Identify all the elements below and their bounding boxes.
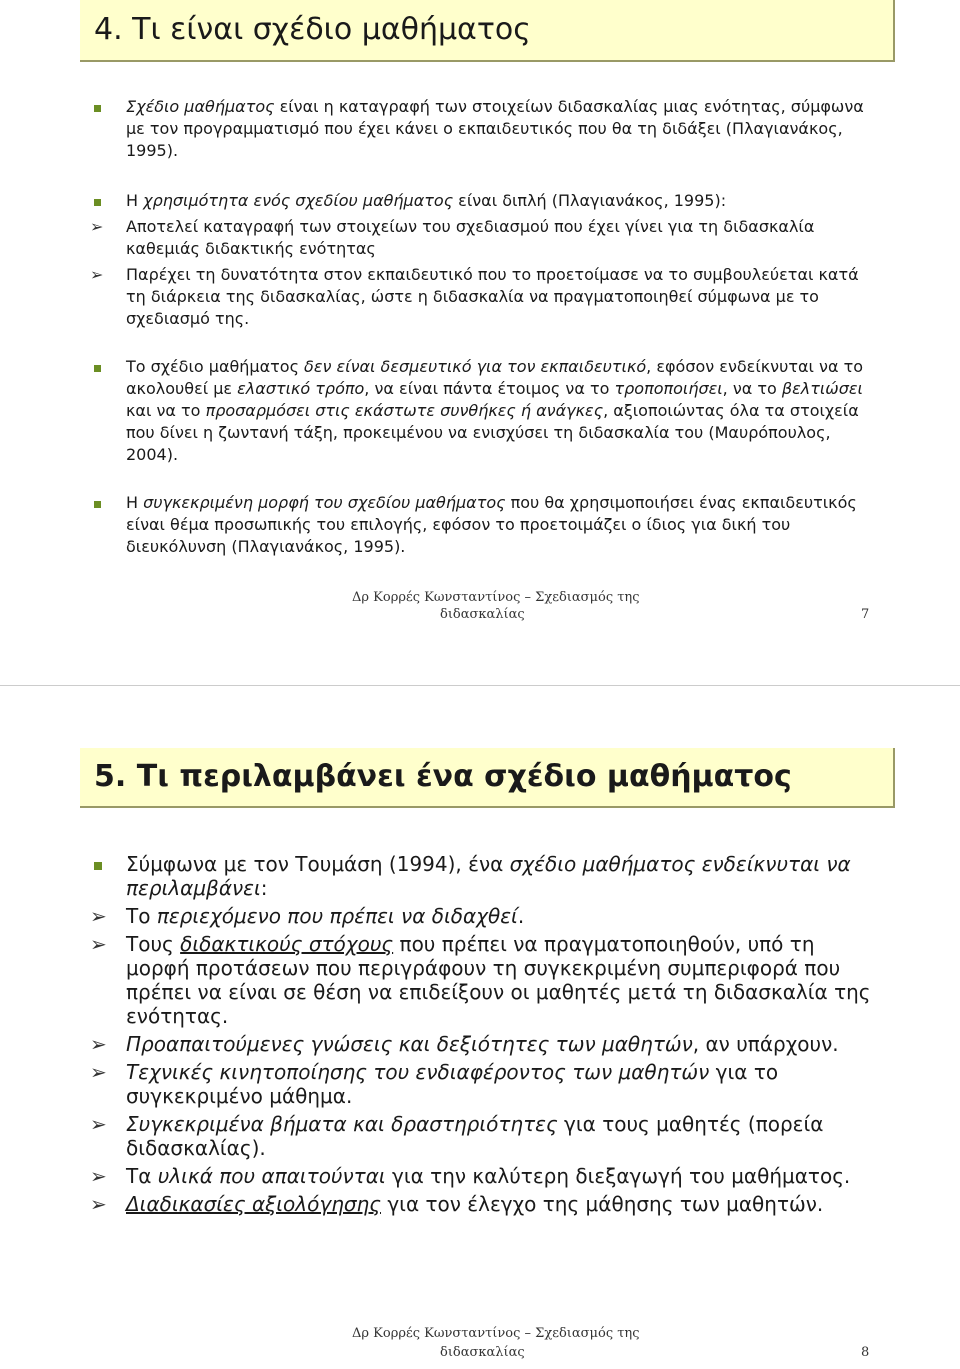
list-item: Σχέδιο μαθήματος είναι η καταγραφή των στοιχείων διδασκαλίας μιας ενότητας, σύμφωνα με τον προγραμματισμό που έχει κάνει ο εκπαιδευτικός που θα τη διδάξει (Πλαγιανάκος, 1995). <box>90 96 880 162</box>
slide-body <box>90 852 880 1216</box>
arrow-bullet-icon: ➢ <box>90 1112 107 1136</box>
footer-author: Δρ Κορρές Κωνσταντίνος – Σχεδιασμός της <box>352 1326 640 1341</box>
sub-item: ➢ Το περιεχόμενο που πρέπει να διδαχθεί. <box>90 904 525 928</box>
arrow-bullet-icon: ➢ <box>90 904 107 928</box>
slide-8 <box>0 690 960 1369</box>
page-number: 7 <box>861 607 870 622</box>
title-label: Τι περιλαμβάνει ένα σχέδιο μαθήματος <box>136 759 792 794</box>
sub-item: ➢ Συγκεκριμένα βήματα και δραστηριότητες για τους μαθητές (πορεία διδασκαλίας). <box>90 1112 824 1160</box>
slide-body <box>90 96 880 558</box>
footer-course: διδασκαλίας <box>440 607 525 622</box>
arrow-bullet-icon: ➢ <box>90 217 104 236</box>
title-label: Τι είναι σχέδιο μαθήματος <box>132 12 531 47</box>
sub-item: ➢ Αποτελεί καταγραφή των στοιχείων του σχεδιασμού που έχει γίνει για τη διδασκαλία καθεμιάς διδακτικής ενότητας <box>90 217 815 258</box>
square-bullet-icon <box>94 199 101 206</box>
arrow-bullet-icon: ➢ <box>90 1032 107 1056</box>
list-item: Η χρησιμότητα ενός σχεδίου μαθήματος είναι διπλή (Πλαγιανάκος, 1995): <box>90 190 880 212</box>
sub-item: ➢ Τα υλικά που απαιτούνται για την καλύτερη διεξαγωγή του μαθήματος. <box>90 1164 851 1188</box>
page-title <box>94 12 531 47</box>
title-bar <box>80 748 895 806</box>
list-item: Η συγκεκριμένη μορφή του σχεδίου μαθήματος που θα χρησιμοποιήσει ένας εκπαιδευτικός είναι θέμα προσωπικής του επιλογής, εφόσον το προετοιμάζει ο ίδιος για δική του διευκόλυνση (Πλαγιανάκος, 1995). <box>90 492 880 558</box>
sub-item: ➢ Παρέχει τη δυνατότητα στον εκπαιδευτικό που το προετοίμασε να το συμβουλεύεται κατά τη διάρκεια της διδασκαλίας, ώστε η διδασκαλία να πραγματοποιηθεί σύμφωνα με το σχεδιασμό της. <box>90 265 859 328</box>
footer-course: διδασκαλίας <box>440 1345 525 1360</box>
title-side-rule <box>893 748 895 808</box>
square-bullet-icon <box>94 501 101 508</box>
square-bullet-icon <box>94 365 101 372</box>
title-underline <box>80 60 895 62</box>
title-side-rule <box>893 0 895 62</box>
sub-item: ➢ Διαδικασίες αξιολόγησης για τον έλεγχο της μάθησης των μαθητών. <box>90 1192 824 1216</box>
square-bullet-icon <box>94 862 102 870</box>
title-bar <box>80 0 895 60</box>
page-title <box>94 759 792 794</box>
arrow-bullet-icon: ➢ <box>90 1164 107 1188</box>
arrow-bullet-icon: ➢ <box>90 1060 107 1084</box>
title-underline <box>80 806 895 808</box>
list-item: Σύμφωνα με τον Τουμάση (1994), ένα σχέδιο μαθήματος ενδείκνυται να περιλαμβάνει: <box>90 852 880 900</box>
square-bullet-icon <box>94 105 101 112</box>
title-number: 4. <box>94 12 123 47</box>
arrow-bullet-icon: ➢ <box>90 265 104 284</box>
arrow-bullet-icon: ➢ <box>90 1192 107 1216</box>
page-number: 8 <box>861 1345 870 1360</box>
sub-item: ➢ Τεχνικές κινητοποίησης του ενδιαφέροντος των μαθητών για το συγκεκριμένο μάθημα. <box>90 1060 779 1108</box>
sub-item: ➢ Προαπαιτούμενες γνώσεις και δεξιότητες των μαθητών, αν υπάρχουν. <box>90 1032 839 1056</box>
list-item: Το σχέδιο μαθήματος δεν είναι δεσμευτικό για τον εκπαιδευτικό, εφόσον ενδείκνυται να το ακολουθεί με ελαστικό τρόπο, να είναι πάντα έτοιμος να το τροποποιήσει, να το βελτιώσει και να το προσαρμόσει στις εκάστωτε συνθήκες ή ανάγκες, αξιοποιώντας όλα τα στοιχεία που δίνει η ζωντανή τάξη, προκειμένου να ενισχύσει τη διδασκαλία του (Μαυρόπουλος, 2004). <box>90 356 880 466</box>
page-divider <box>0 685 960 686</box>
title-number: 5. <box>94 759 127 794</box>
footer-author: Δρ Κορρές Κωνσταντίνος – Σχεδιασμός της <box>352 590 640 605</box>
sub-item: ➢ Τους διδακτικούς στόχους που πρέπει να πραγματοποιηθούν, υπό τη μορφή προτάσεων που περιγράφουν τη συγκεκριμένη συμπεριφορά που πρέπει να είναι σε θέση να επιδείξουν οι μαθητές μετά τη διδασκαλία της ενότητας. <box>90 932 871 1028</box>
arrow-bullet-icon: ➢ <box>90 932 107 956</box>
